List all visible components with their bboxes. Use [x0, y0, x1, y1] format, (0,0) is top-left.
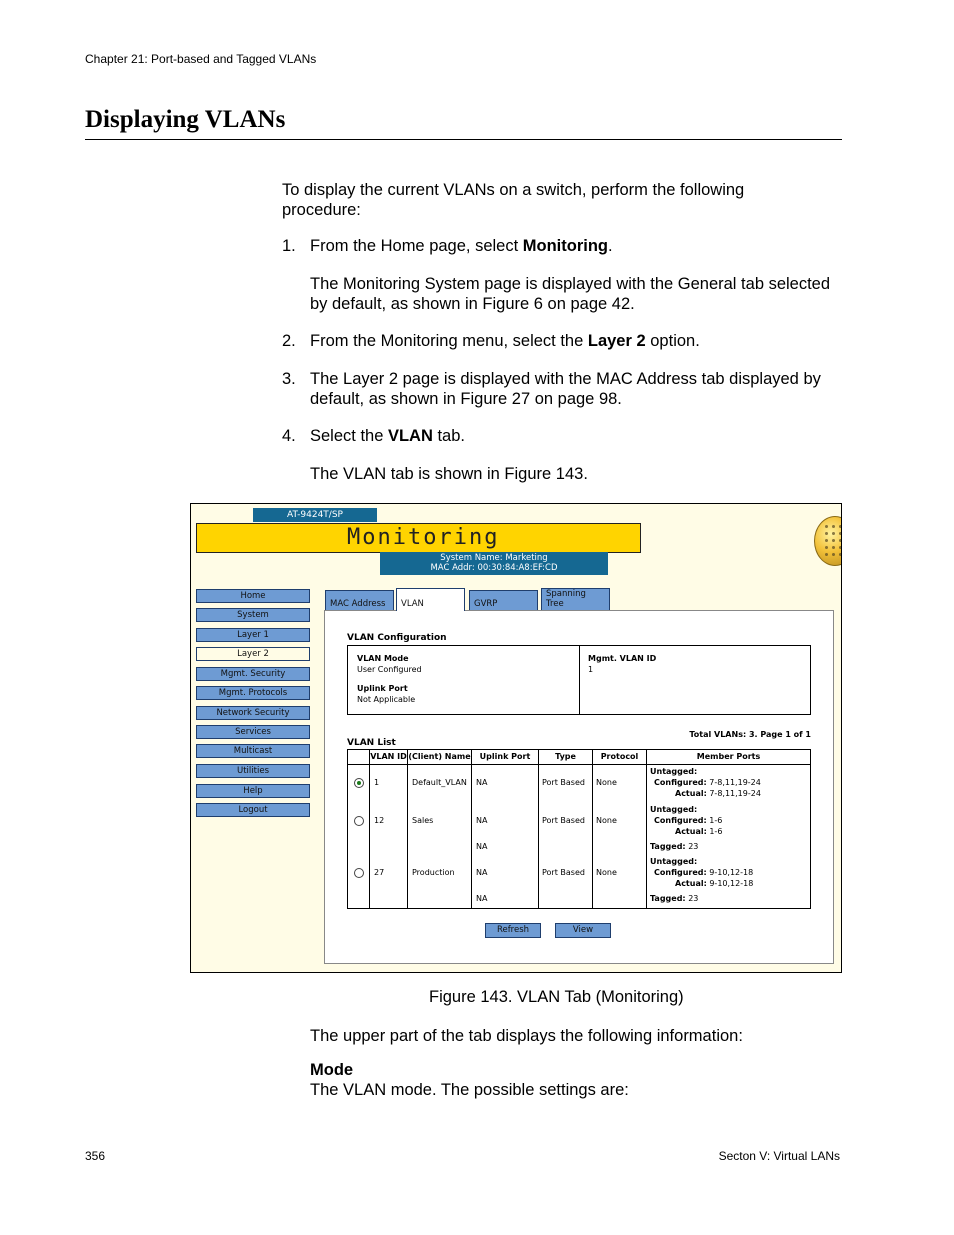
configured-ports: 9-10,12-18 — [709, 868, 754, 877]
figure-caption: Figure 143. VLAN Tab (Monitoring) — [429, 988, 684, 1006]
actual-label: Actual: — [675, 789, 707, 798]
vlan-list-title: VLAN List — [347, 738, 396, 748]
figure-vlan-tab — [190, 503, 842, 973]
nav-system[interactable]: System — [196, 608, 310, 622]
mgmt-vlan-value: 1 — [588, 665, 594, 674]
step-text: The Layer 2 page is displayed with the MAC Address tab displayed by default, as shown in Figure 27 on page 98. — [310, 370, 821, 408]
after-text: The upper part of the tab displays the following information: — [310, 1027, 743, 1045]
tab-spanning-tree[interactable]: Spanning Tree — [541, 588, 610, 612]
col-type: Type — [555, 752, 576, 761]
refresh-button[interactable]: Refresh — [485, 923, 541, 938]
nav-layer-1[interactable]: Layer 1 — [196, 628, 310, 642]
col-vlan-id: VLAN ID — [370, 752, 407, 761]
running-head: Chapter 21: Port-based and Tagged VLANs — [85, 52, 317, 66]
nav-services[interactable]: Services — [196, 725, 310, 739]
globe-logo-icon — [814, 516, 842, 566]
vlan-protocol: None — [596, 868, 617, 877]
banner-title: Monitoring — [347, 525, 500, 550]
configured-label: Configured: — [654, 816, 707, 825]
mode-text: The VLAN mode. The possible settings are: — [310, 1081, 629, 1099]
col-uplink-port: Uplink Port — [479, 752, 531, 761]
vlan-protocol: None — [596, 778, 617, 787]
step-text: From the Home page, select Monitoring. — [310, 237, 613, 255]
step-1-note: The Monitoring System page is displayed with the General tab selected by default, as shown in Figure 6 on page 42. — [310, 275, 831, 313]
configured-ports: 7-8,11,19-24 — [709, 778, 761, 787]
vlan-type: Port Based — [542, 868, 585, 877]
uplink-port-value: Not Applicable — [357, 695, 416, 704]
page-number: 356 — [85, 1149, 106, 1163]
vlan-panel — [324, 610, 834, 964]
tagged-ports: 23 — [688, 894, 699, 903]
col-name: (Client) Name — [408, 752, 471, 761]
nav-layer-2[interactable]: Layer 2 — [196, 647, 310, 661]
vlan-uplink: NA — [476, 868, 488, 877]
mode-heading: Mode — [310, 1061, 354, 1079]
vlan-id: 1 — [374, 778, 380, 787]
tagged-label: Tagged: — [650, 894, 686, 903]
vlan-type: Port Based — [542, 816, 585, 825]
untagged-label: Untagged: — [650, 767, 698, 776]
nav-mgmt-protocols[interactable]: Mgmt. Protocols — [196, 686, 310, 700]
view-button[interactable]: View — [555, 923, 611, 938]
mgmt-vlan-label: Mgmt. VLAN ID — [588, 654, 657, 663]
actual-ports: 1-6 — [709, 827, 723, 836]
vlan-id: 12 — [374, 816, 385, 825]
vlan-type: Port Based — [542, 778, 585, 787]
nav-network-security[interactable]: Network Security — [196, 706, 310, 720]
configured-label: Configured: — [654, 868, 707, 877]
vlan-name: Default_VLAN — [412, 778, 467, 787]
nav-utilities[interactable]: Utilities — [196, 764, 310, 778]
model-label: AT-9424T/SP — [253, 508, 377, 522]
vlan-config-box — [347, 645, 811, 715]
tab-vlan[interactable]: VLAN — [396, 588, 465, 611]
row-select-radio[interactable] — [354, 868, 364, 878]
tagged-ports: 23 — [688, 842, 699, 851]
vlan-mode-label: VLAN Mode — [357, 654, 409, 663]
actual-ports: 9-10,12-18 — [709, 879, 754, 888]
col-member-ports: Member Ports — [696, 752, 761, 761]
vlan-uplink-tagged: NA — [476, 894, 488, 903]
vlan-protocol: None — [596, 816, 617, 825]
mac-address: MAC Addr: 00:30:84:A8:EF:CD — [430, 563, 558, 573]
nav-multicast[interactable]: Multicast — [196, 744, 310, 758]
step-number: 3. — [282, 370, 296, 388]
vlan-table — [347, 749, 811, 909]
vlan-name: Sales — [412, 816, 434, 825]
tab-gvrp[interactable]: GVRP — [469, 590, 538, 612]
banner — [196, 523, 641, 553]
vlan-uplink-tagged: NA — [476, 842, 488, 851]
configured-ports: 1-6 — [709, 816, 723, 825]
step-text: From the Monitoring menu, select the Layer 2 option. — [310, 332, 700, 350]
tab-mac-address[interactable]: MAC Address — [325, 590, 394, 612]
nav-help[interactable]: Help — [196, 784, 310, 798]
vlan-uplink: NA — [476, 816, 488, 825]
step-number: 4. — [282, 427, 296, 445]
step-4-note: The VLAN tab is shown in Figure 143. — [310, 465, 588, 483]
tagged-label: Tagged: — [650, 842, 686, 851]
system-info — [380, 552, 608, 575]
actual-ports: 7-8,11,19-24 — [709, 789, 761, 798]
section-footer: Secton V: Virtual LANs — [718, 1149, 840, 1163]
total-vlans: Total VLANs: 3. Page 1 of 1 — [689, 730, 811, 739]
step-text: Select the VLAN tab. — [310, 427, 465, 445]
actual-label: Actual: — [675, 827, 707, 836]
nav-logout[interactable]: Logout — [196, 803, 310, 817]
vlan-config-title: VLAN Configuration — [347, 633, 447, 643]
vlan-mode-value: User Configured — [357, 665, 422, 674]
intro-paragraph: To display the current VLANs on a switch, perform the following procedure: — [282, 181, 745, 219]
configured-label: Configured: — [654, 778, 707, 787]
nav-mgmt-security[interactable]: Mgmt. Security — [196, 667, 310, 681]
uplink-port-label: Uplink Port — [357, 684, 408, 693]
untagged-label: Untagged: — [650, 805, 698, 814]
row-select-radio[interactable] — [354, 778, 364, 788]
step-number: 1. — [282, 237, 296, 255]
vlan-id: 27 — [374, 868, 385, 877]
actual-label: Actual: — [675, 879, 707, 888]
col-protocol: Protocol — [600, 752, 639, 761]
untagged-label: Untagged: — [650, 857, 698, 866]
vlan-uplink: NA — [476, 778, 488, 787]
page-title: Displaying VLANs — [85, 106, 286, 133]
vlan-name: Production — [412, 868, 455, 877]
step-number: 2. — [282, 332, 296, 350]
nav-home[interactable]: Home — [196, 589, 310, 603]
system-name: System Name: Marketing — [440, 553, 548, 563]
title-rule — [85, 139, 842, 140]
row-select-radio[interactable] — [354, 816, 364, 826]
